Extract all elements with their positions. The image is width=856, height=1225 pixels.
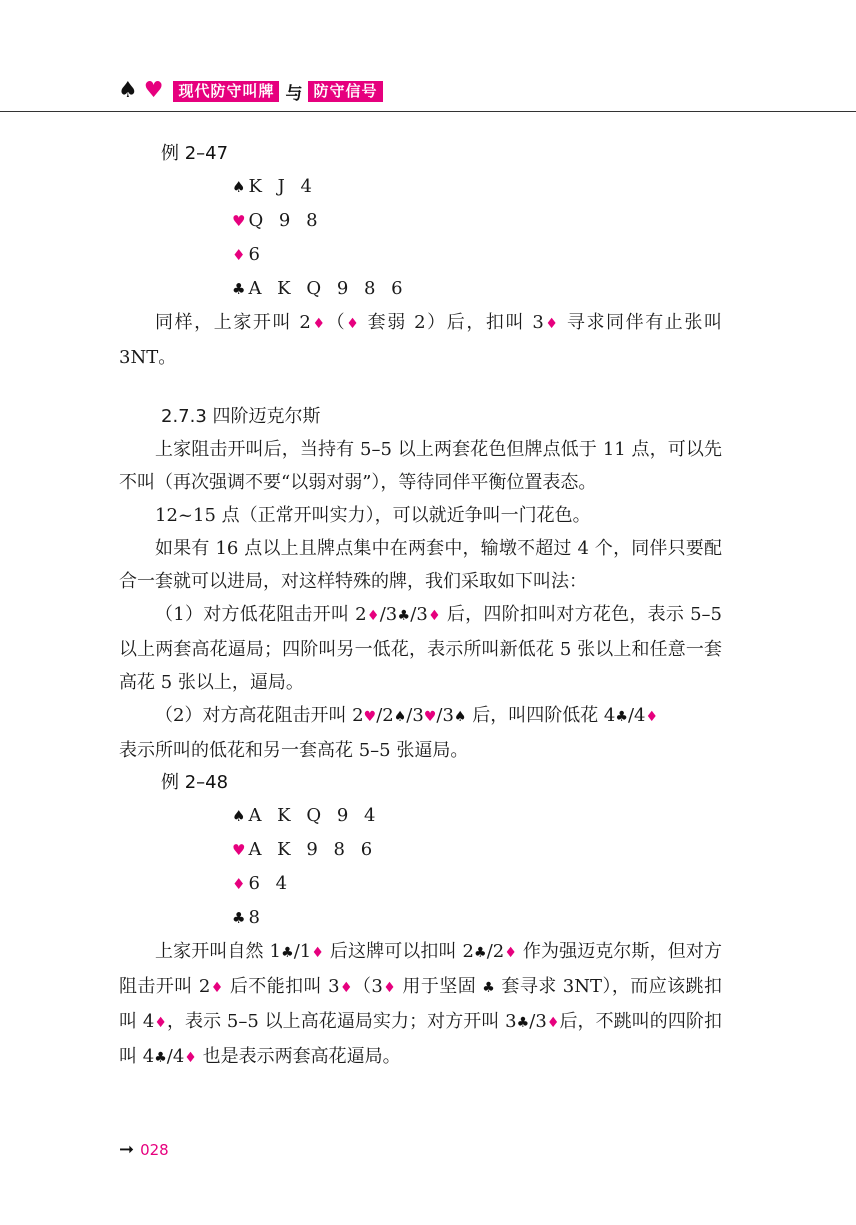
diamond-icon: ♦ (543, 316, 560, 332)
diamond-icon: ♦ (339, 980, 353, 996)
club-icon: ♣ (280, 945, 294, 961)
clubs-cards: 8 (248, 907, 265, 928)
page-footer (119, 1141, 169, 1159)
text-run: /2 (486, 941, 505, 962)
heart-icon: ♥ (363, 709, 377, 725)
club-icon: ♣ (482, 980, 496, 996)
book-title-joiner: 与 (285, 83, 303, 104)
clubs-cards: A K Q 9 8 6 (248, 278, 408, 299)
text-run: （2）对方高花阻击开叫 2 (155, 705, 364, 726)
hand-diamonds (232, 867, 722, 901)
page-body (119, 138, 722, 1075)
text-run: 套弱 2）后，扣叫 3 (360, 312, 544, 333)
text-run: /2 (376, 705, 394, 726)
spade-icon: ♠ (232, 807, 246, 825)
paragraph (119, 306, 722, 374)
club-icon: ♣ (473, 945, 487, 961)
hearts-cards: A K 9 8 6 (248, 839, 378, 860)
diamond-icon: ♦ (154, 1015, 167, 1031)
page-number: 028 (140, 1141, 169, 1159)
text-run: /3 (436, 705, 454, 726)
text-run: /3 (379, 604, 398, 625)
paragraph (119, 935, 722, 1075)
text-run: 作为强迈克尔斯，但对方阻击开叫 2 (119, 941, 722, 997)
club-icon: ♣ (154, 1050, 167, 1066)
text-run: （1）对方低花阻击开叫 2 (155, 604, 367, 625)
spade-icon: ♠ (453, 709, 467, 725)
club-icon: ♣ (397, 608, 411, 624)
book-title-part2: 防守信号 (308, 81, 382, 102)
hand-clubs (232, 272, 722, 306)
club-icon: ♣ (615, 709, 628, 725)
spade-icon: ♠ (118, 78, 138, 103)
club-icon: ♣ (232, 909, 246, 927)
diamond-icon: ♦ (366, 608, 380, 624)
paragraph (119, 598, 722, 699)
diamond-icon: ♦ (427, 608, 441, 624)
diamond-icon: ♦ (210, 980, 224, 996)
diamond-icon: ♦ (504, 945, 518, 961)
hand-clubs (232, 901, 722, 935)
club-icon: ♣ (232, 280, 246, 298)
text-run: 也是表示两套高花逼局。 (196, 1046, 401, 1067)
text-run: /3 (529, 1011, 547, 1032)
spade-icon: ♠ (393, 709, 407, 725)
text-run: 后，叫四阶低花 4 (466, 705, 616, 726)
diamond-icon: ♦ (546, 1015, 560, 1031)
text-run: 后不能扣叫 3 (223, 976, 340, 997)
hand-hearts (232, 204, 722, 238)
diamond-icon: ♦ (232, 246, 246, 264)
diamond-icon: ♦ (232, 875, 246, 893)
diamond-icon: ♦ (382, 980, 397, 996)
paragraph: 12~15 点（正常开叫实力），可以就近争叫一门花色。 (155, 505, 591, 526)
diamond-icon: ♦ (311, 945, 325, 961)
paragraph (119, 699, 722, 767)
diamond-icon: ♦ (184, 1050, 197, 1066)
text-run: （3 (352, 976, 383, 997)
text-run: 后这牌可以扣叫 2 (324, 941, 474, 962)
text-run: /3 (410, 604, 428, 625)
paragraph: 如果有 16 点以上且牌点集中在两套中，输墩不超过 4 个，同伴只要配合一套就可以进局，对这样特殊的牌，我们采取如下叫法： (119, 538, 722, 592)
example-label: 例 2–48 (161, 772, 229, 793)
example-hand (119, 799, 722, 935)
text-run: 套寻求 3NT），而应该跳扣叫 4 (119, 976, 722, 1032)
heart-icon: ♥ (143, 78, 164, 103)
arrow-right-icon: ➞ (119, 1139, 135, 1160)
heart-icon: ♥ (232, 841, 246, 859)
text-run: 上家开叫自然 1 (155, 941, 281, 962)
text-run: /1 (293, 941, 312, 962)
text-run: 表示所叫的低花和另一套高花 5–5 张逼局。 (119, 740, 469, 761)
spades-cards: A K Q 9 4 (248, 805, 381, 826)
hearts-cards: Q 9 8 (248, 210, 323, 231)
spades-cards: K J 4 (248, 176, 318, 197)
diamonds-cards: 6 (248, 244, 265, 265)
text-run: ，表示 5–5 以上高花逼局实力；对方开叫 3 (166, 1011, 517, 1032)
diamond-icon: ♦ (310, 316, 327, 332)
paragraph: 上家阻击开叫后，当持有 5–5 以上两套花色但牌点低于 11 点，可以先不叫（再次强调不要“以弱对弱”），等待同伴平衡位置表态。 (119, 439, 722, 493)
section-heading: 2.7.3 四阶迈克尔斯 (161, 406, 321, 427)
example-label: 例 2–47 (161, 143, 229, 164)
club-icon: ♣ (516, 1015, 530, 1031)
text-run: /3 (406, 705, 424, 726)
diamond-icon: ♦ (346, 316, 361, 332)
text-run: 后，不跳叫的四阶扣叫 4 (119, 1011, 722, 1067)
text-run: 后，四阶扣叫对方花色，表示 5–5 以上两套高花逼局；四阶叫另一低花，表示所叫新低花 5 张以上和任意一套高花 5 张以上，逼局。 (119, 604, 722, 693)
heart-icon: ♥ (423, 709, 437, 725)
hand-diamonds (232, 238, 722, 272)
hand-hearts (232, 833, 722, 867)
hand-spades (232, 799, 722, 833)
book-title-part1: 现代防守叫牌 (173, 81, 279, 102)
diamond-icon: ♦ (645, 709, 659, 725)
example-hand (119, 170, 722, 306)
diamonds-cards: 6 4 (248, 873, 293, 894)
heart-icon: ♥ (232, 212, 246, 230)
text-run: /4 (166, 1046, 185, 1067)
running-header (118, 80, 383, 102)
text-run: 寻求同伴有止张叫 3NT。 (119, 312, 722, 368)
spade-icon: ♠ (232, 178, 246, 196)
hand-spades (232, 170, 722, 204)
text-run: 同样，上家开叫 2 (155, 312, 311, 333)
header-rule (0, 111, 856, 112)
text-run: 用于坚固 (396, 976, 483, 997)
text-run: /4 (627, 705, 646, 726)
text-run: （ (326, 312, 347, 333)
